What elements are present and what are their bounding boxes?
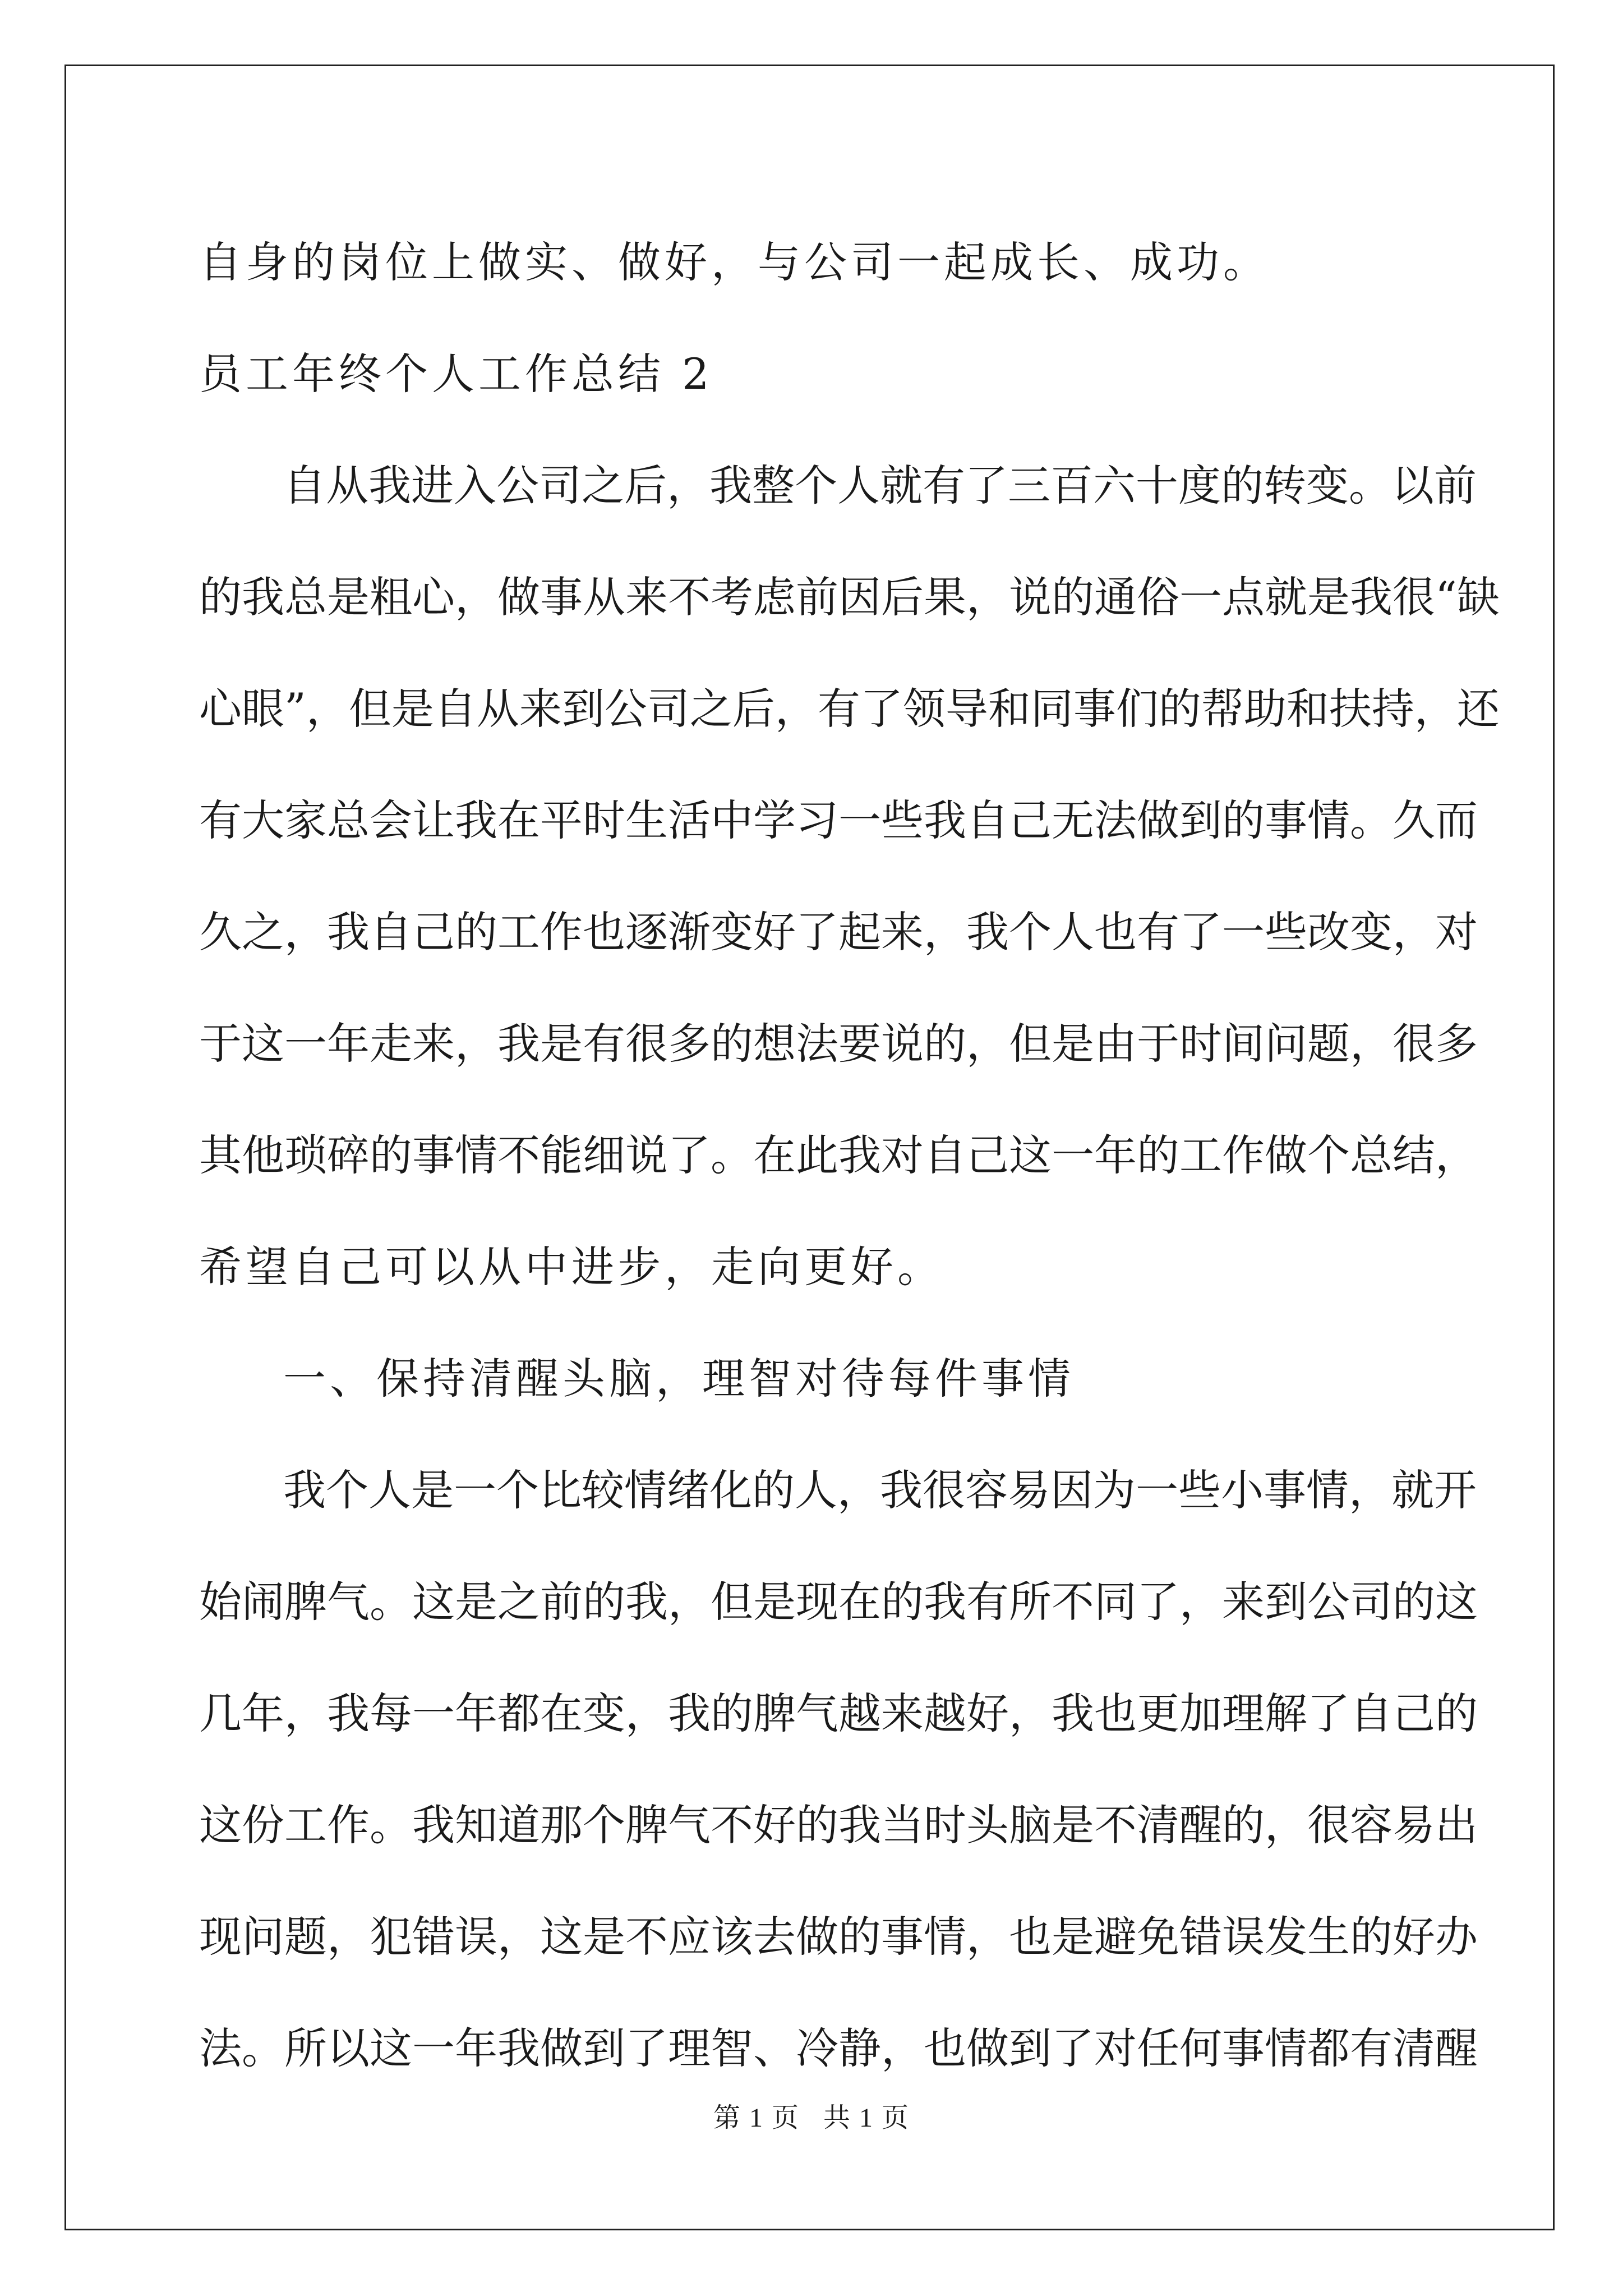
- text-line: 始闹脾气。这是之前的我，但是现在的我有所不同了，来到公司的这: [199, 1577, 1478, 1627]
- text-line: 几年，我每一年都在变，我的脾气越来越好，我也更加理解了自己的: [199, 1688, 1478, 1738]
- section-heading: 一、保持清醒头脑，理智对待每件事情: [283, 1354, 1075, 1404]
- text-line: 希望自己可以从中进步，走向更好。: [199, 1242, 944, 1292]
- text-line: 这份工作。我知道那个脾气不好的我当时头脑是不清醒的，很容易出: [199, 1800, 1478, 1850]
- text-line: 于这一年走来，我是有很多的想法要说的，但是由于时间问题，很多: [199, 1019, 1478, 1069]
- page-footer: [0, 2096, 1623, 2134]
- text-line: 自身的岗位上做实、做好，与公司一起成长、成功。: [199, 237, 1270, 287]
- document-body: [199, 206, 1500, 2104]
- text-line: 久之，我自己的工作也逐渐变好了起来，我个人也有了一些改变，对: [199, 907, 1478, 957]
- page-number: 第 1 页: [713, 2103, 800, 2133]
- page-total: 共 1 页: [823, 2103, 910, 2133]
- text-line: 法。所以这一年我做到了理智、冷静，也做到了对任何事情都有清醒: [199, 2023, 1478, 2073]
- text-line: 心眼”，但是自从来到公司之后，有了领导和同事们的帮助和扶持，还: [199, 684, 1500, 734]
- text-line: 现问题，犯错误，这是不应该去做的事情，也是避免错误发生的好办: [199, 1912, 1478, 1962]
- text-line: 自从我进入公司之后，我整个人就有了三百六十度的转变。以前: [283, 461, 1477, 510]
- text-line: 有大家总会让我在平时生活中学习一些我自己无法做到的事情。久而: [199, 795, 1478, 845]
- text-line: 的我总是粗心，做事从来不考虑前因后果，说的通俗一点就是我很“缺: [199, 572, 1500, 622]
- section-title: 员工年终个人工作总结 2: [199, 349, 713, 399]
- text-line: 我个人是一个比较情绪化的人，我很容易因为一些小事情，就开: [283, 1465, 1477, 1515]
- text-line: 其他琐碎的事情不能细说了。在此我对自己这一年的工作做个总结，: [199, 1130, 1478, 1180]
